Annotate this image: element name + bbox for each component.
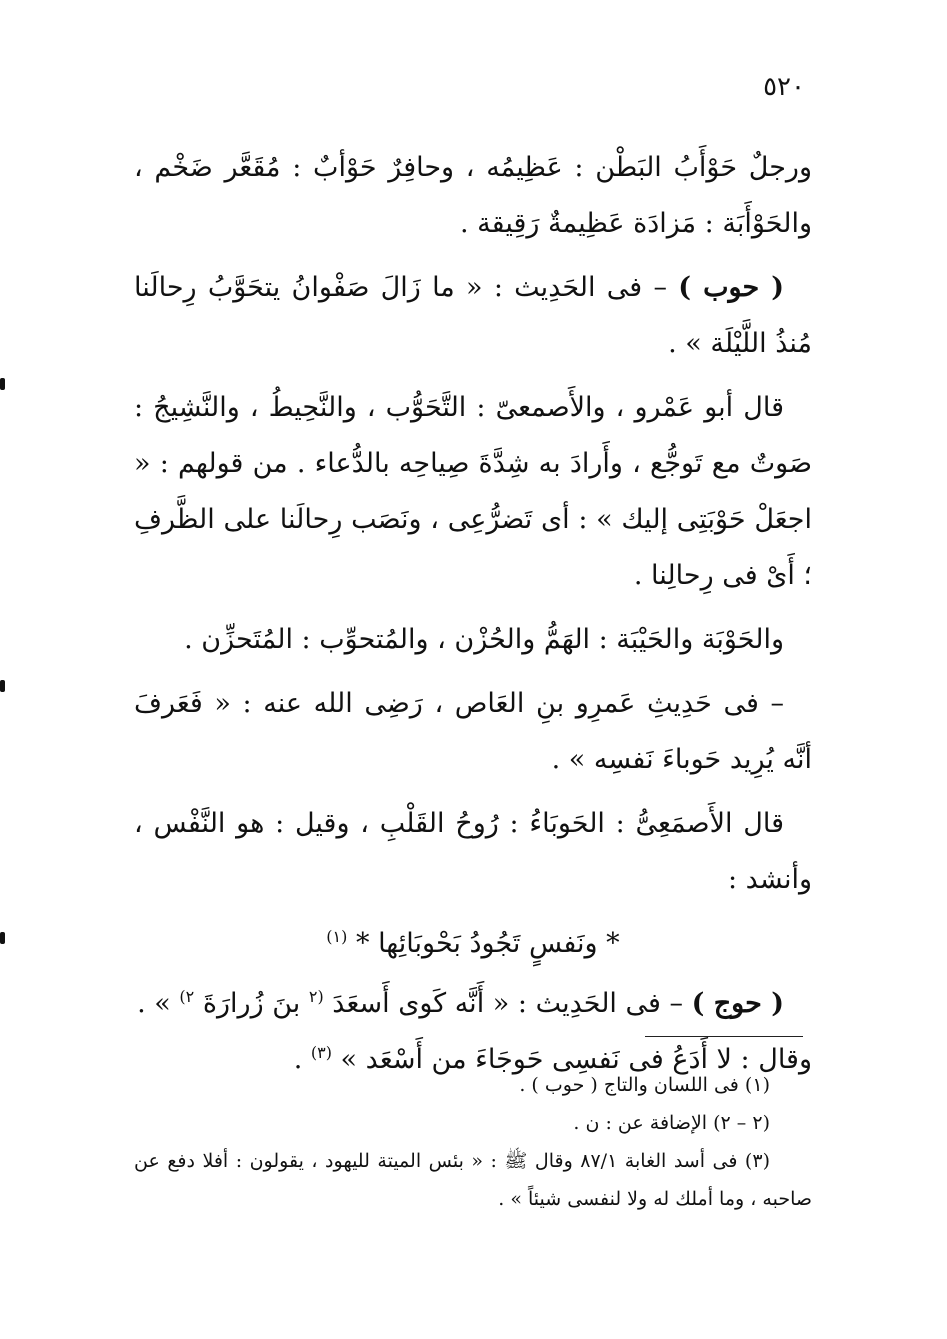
hawja-end: . (293, 1044, 311, 1075)
paragraph-hawj-entry (134, 976, 812, 1032)
hawj-text: – فى الحَدِيث : « أَنَّه كَوى أَسعَدَ (323, 988, 692, 1019)
footnote-ref-3: (٣) (310, 1043, 332, 1062)
paragraph-hawab: ورجلٌ حَوْأَبُ البَطْن : عَظِيمُه ، وحافِرٌ حَوْأبٌ : مُقَعَّر ضَخْم ، والحَوْأَبَة : مَزادَة عَظِيمةٌ رَقِيقة . (134, 152, 812, 239)
verse-line (134, 916, 812, 972)
page-number: ٥٢٠ (763, 72, 805, 102)
paragraph-asmai: قال الأَصمَعِىُّ : الحَوبَاءُ : رُوحُ القَلْبِ ، وقيل : هو النَّفْس ، وأنشد : (134, 808, 812, 895)
footnote-3: (٣) فى أسد الغابة ٨٧/١ وقال ﷺ : « بئس الميتة لليهود ، يقولون : أفلا دفع عن صاحبه ، وما أملك له ولا لنفسى شيئاً » . (134, 1150, 812, 1210)
footnote-1: (١) فى اللسان والتاج ( حوب ) . (519, 1074, 770, 1096)
footnote-ref-2-open: (٢ (308, 987, 324, 1006)
paragraph-hawba: والحَوْبَة والحَيْبَة : الهَمُّ والحُزْن ، والمُتحوِّب : المُتَحزِّن . (184, 624, 784, 655)
margin-scan-mark (0, 932, 5, 944)
headword-hawb: ( حوب ) (678, 272, 784, 303)
footnote-ref-2-close: ٢) (179, 987, 195, 1006)
footnotes (134, 1066, 812, 1218)
hawj-mid: بنَ زُرارَةَ (194, 988, 309, 1019)
verse-text: * ونَفسٍ تَجُودُ بَحْوبَائِها * (355, 928, 620, 959)
headword-hawj: ( حوج ) (691, 988, 784, 1019)
paragraph-hawb-text: – فى الحَدِيث : « ما زَالَ صَفْوانُ يتحَوَّبُ رِحالَنا مُنذُ اللَّيْلَة » . (134, 272, 812, 359)
paragraph-tahawwub: قال أبو عَمْرو ، والأَصمعىّ : التَّحَوُّب ، والنَّحِيطُ ، والنَّشِيجُ : صَوتٌ مع تَوجُّع ، وأَرادَ به شِدَّةَ صِياحِه بالدُّعاء . من قولهم : « اجعَلْ حَوْبَتِى إليك » : أى تَضرُّعِى ، ونَصَب رِحالَنا على الظَّرفِ ؛ أَىْ فى رِحالِنا . (134, 392, 812, 591)
margin-scan-mark (0, 378, 5, 390)
hawj-end: » . (137, 988, 180, 1019)
footnote-divider (645, 1036, 803, 1037)
hawja-text: وقال : لا أَدَعُ فى نَفسِى حَوجَاءَ من أَسْعَد » (331, 1044, 812, 1075)
paragraph-amr-hadith: – فى حَدِيثِ عَمرِو بنِ العَاص ، رَضِى الله عنه : « فَعَرفَ أنَّه يُرِيد حَوباءَ نَفسِه » . (134, 688, 812, 775)
main-text (134, 140, 812, 1096)
verse-footnote-ref: (١) (326, 927, 348, 946)
paragraph-hawb-entry (134, 260, 812, 372)
footnote-2: (٢ – ٢) الإضافة عن : ن . (573, 1112, 770, 1134)
margin-scan-mark (0, 680, 5, 692)
